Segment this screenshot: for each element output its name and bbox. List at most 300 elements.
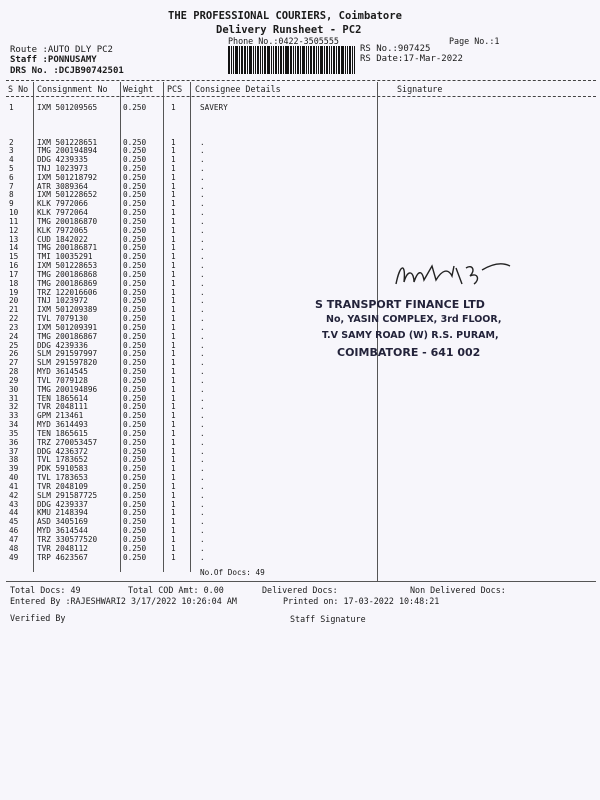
table-row <box>0 227 600 236</box>
row-weight: 0.250 <box>123 331 147 341</box>
row-weight: 0.250 <box>123 252 147 262</box>
row-consignee: . <box>200 305 205 315</box>
row-consignee: . <box>200 252 205 262</box>
table-row <box>0 104 600 113</box>
row-sno: 19 <box>9 287 19 297</box>
row-pcs: 1 <box>171 278 176 288</box>
row-consignment: TVL 7079128 <box>37 375 88 385</box>
row-sno: 40 <box>9 473 19 483</box>
row-weight: 0.250 <box>123 261 147 271</box>
row-consignee: . <box>200 437 205 447</box>
row-consignment: SLM 291587725 <box>37 490 98 500</box>
row-weight: 0.250 <box>123 278 147 288</box>
row-consignee: . <box>200 322 205 332</box>
row-sno: 31 <box>9 393 19 403</box>
printed-on: Printed on: 17-03-2022 10:48:21 <box>283 596 440 606</box>
row-consignee: . <box>200 269 205 279</box>
col-consignment: Consignment No <box>37 84 108 94</box>
row-pcs: 1 <box>171 137 176 147</box>
row-pcs: 1 <box>171 358 176 368</box>
row-consignment: TMG 200186869 <box>37 278 98 288</box>
row-pcs: 1 <box>171 243 176 253</box>
row-consignment: CUD 1842022 <box>37 234 88 244</box>
row-sno: 18 <box>9 278 19 288</box>
row-consignment: IXM 501228652 <box>37 190 98 200</box>
rs-date: RS Date:17-Mar-2022 <box>360 54 463 64</box>
row-consignment: DDG 4236372 <box>37 446 88 456</box>
row-sno: 42 <box>9 490 19 500</box>
row-pcs: 1 <box>171 411 176 421</box>
row-consignee: . <box>200 473 205 483</box>
table-row <box>0 156 600 165</box>
table-row <box>0 501 600 510</box>
row-sno: 35 <box>9 428 19 438</box>
row-sno: 2 <box>9 137 14 147</box>
header-bottom-rule <box>6 96 596 97</box>
no-of-docs: No.Of Docs: 49 <box>200 568 265 577</box>
row-consignment: TVR 2048111 <box>37 402 88 412</box>
row-sno: 12 <box>9 225 19 235</box>
row-weight: 0.250 <box>123 287 147 297</box>
stamp-line-1: S TRANSPORT FINANCE LTD <box>315 298 485 311</box>
row-consignment: TVL 1783652 <box>37 455 88 465</box>
row-consignee: . <box>200 181 205 191</box>
row-pcs: 1 <box>171 349 176 359</box>
row-consignment: TMG 200194896 <box>37 384 98 394</box>
row-pcs: 1 <box>171 464 176 474</box>
row-consignee: . <box>200 481 205 491</box>
row-pcs: 1 <box>171 287 176 297</box>
row-sno: 43 <box>9 499 19 509</box>
row-consignee: . <box>200 314 205 324</box>
row-consignee: . <box>200 296 205 306</box>
table-row <box>0 306 600 315</box>
row-sno: 3 <box>9 146 14 156</box>
table-row <box>0 421 600 430</box>
row-pcs: 1 <box>171 261 176 271</box>
row-weight: 0.250 <box>123 322 147 332</box>
row-pcs: 1 <box>171 428 176 438</box>
row-weight: 0.250 <box>123 464 147 474</box>
row-consignee: . <box>200 543 205 553</box>
row-pcs: 1 <box>171 340 176 350</box>
row-consignment: PDK 5910583 <box>37 464 88 474</box>
table-row <box>0 492 600 501</box>
table-row <box>0 218 600 227</box>
row-pcs: 1 <box>171 420 176 430</box>
row-consignee: . <box>200 490 205 500</box>
table-row <box>0 412 600 421</box>
row-consignee: . <box>200 216 205 226</box>
row-weight: 0.250 <box>123 225 147 235</box>
row-consignment: KLK 7972065 <box>37 225 88 235</box>
row-sno: 11 <box>9 216 19 226</box>
row-consignee: . <box>200 464 205 474</box>
row-consignee: . <box>200 384 205 394</box>
row-weight: 0.250 <box>123 199 147 209</box>
row-pcs: 1 <box>171 481 176 491</box>
row-consignee: . <box>200 534 205 544</box>
row-consignment: SLM 291597997 <box>37 349 98 359</box>
row-sno: 37 <box>9 446 19 456</box>
row-consignee: . <box>200 455 205 465</box>
row-consignee: . <box>200 172 205 182</box>
row-weight: 0.250 <box>123 393 147 403</box>
row-sno: 46 <box>9 526 19 536</box>
barcode <box>228 46 356 74</box>
row-pcs: 1 <box>171 534 176 544</box>
row-pcs: 1 <box>171 225 176 235</box>
row-consignment: DDG 4239336 <box>37 340 88 350</box>
table-row <box>0 368 600 377</box>
table-row <box>0 536 600 545</box>
row-pcs: 1 <box>171 208 176 218</box>
row-weight: 0.250 <box>123 437 147 447</box>
row-sno: 47 <box>9 534 19 544</box>
row-consignee: . <box>200 367 205 377</box>
row-consignment: TMI 10035291 <box>37 252 93 262</box>
row-weight: 0.250 <box>123 137 147 147</box>
row-consignee: . <box>200 393 205 403</box>
row-consignee: . <box>200 234 205 244</box>
entered-by: Entered By :RAJESHWARI2 3/17/2022 10:26:04 AM <box>10 596 237 606</box>
row-consignment: TMG 200186867 <box>37 331 98 341</box>
row-sno: 48 <box>9 543 19 553</box>
row-sno: 7 <box>9 181 14 191</box>
row-pcs: 1 <box>171 234 176 244</box>
header-top-rule <box>6 80 596 81</box>
row-pcs: 1 <box>171 508 176 518</box>
row-weight: 0.250 <box>123 181 147 191</box>
row-sno: 5 <box>9 163 14 173</box>
row-weight: 0.250 <box>123 455 147 465</box>
row-weight: 0.250 <box>123 163 147 173</box>
row-consignee: . <box>200 287 205 297</box>
row-consignment: TMG 200186868 <box>37 269 98 279</box>
row-sno: 30 <box>9 384 19 394</box>
row-pcs: 1 <box>171 314 176 324</box>
row-consignment: ATR 3089364 <box>37 181 88 191</box>
row-weight: 0.250 <box>123 375 147 385</box>
row-pcs: 1 <box>171 190 176 200</box>
row-weight: 0.250 <box>123 420 147 430</box>
verified-by: Verified By <box>10 613 66 623</box>
row-consignment: IXM 501209391 <box>37 322 98 332</box>
row-sno: 36 <box>9 437 19 447</box>
table-row <box>0 200 600 209</box>
row-consignee: . <box>200 517 205 527</box>
row-weight: 0.250 <box>123 411 147 421</box>
row-weight: 0.250 <box>123 543 147 553</box>
row-consignment: MYD 3614544 <box>37 526 88 536</box>
row-consignee: . <box>200 190 205 200</box>
row-consignment: TRZ 270053457 <box>37 437 98 447</box>
row-sno: 28 <box>9 367 19 377</box>
row-consignment: KLK 7972064 <box>37 208 88 218</box>
table-row <box>0 147 600 156</box>
row-weight: 0.250 <box>123 155 147 165</box>
row-consignee: . <box>200 278 205 288</box>
stamp-line-4: COIMBATORE - 641 002 <box>337 346 481 359</box>
table-row <box>0 174 600 183</box>
total-cod: Total COD Amt: 0.00 <box>128 585 224 595</box>
row-weight: 0.250 <box>123 172 147 182</box>
row-weight: 0.250 <box>123 473 147 483</box>
row-consignment: KMU 2148394 <box>37 508 88 518</box>
table-row <box>0 395 600 404</box>
row-weight: 0.250 <box>123 428 147 438</box>
row-pcs: 1 <box>171 446 176 456</box>
row-weight: 0.250 <box>123 269 147 279</box>
row-weight: 0.250 <box>123 305 147 315</box>
company-name: THE PROFESSIONAL COURIERS, Coimbatore <box>168 10 402 22</box>
row-pcs: 1 <box>171 296 176 306</box>
row-weight: 0.250 <box>123 208 147 218</box>
table-row <box>0 509 600 518</box>
row-consignment: TNJ 1023973 <box>37 163 88 173</box>
table-row <box>0 474 600 483</box>
phone-number: Phone No.:0422-3505555 <box>228 36 339 46</box>
row-consignment: MYD 3614493 <box>37 420 88 430</box>
row-consignment: IXM 501218792 <box>37 172 98 182</box>
row-weight: 0.250 <box>123 243 147 253</box>
col-weight: Weight <box>123 84 154 94</box>
table-row <box>0 191 600 200</box>
row-pcs: 1 <box>171 499 176 509</box>
row-sno: 6 <box>9 172 14 182</box>
row-sno: 44 <box>9 508 19 518</box>
row-pcs: 1 <box>171 552 176 562</box>
runsheet-title: Delivery Runsheet - PC2 <box>216 24 362 36</box>
row-pcs: 1 <box>171 322 176 332</box>
route-label: Route :AUTO DLY PC2 <box>10 45 113 55</box>
row-weight: 0.250 <box>123 534 147 544</box>
row-consignment: IXM 501209389 <box>37 305 98 315</box>
row-pcs: 1 <box>171 543 176 553</box>
row-consignment: GPM 213461 <box>37 411 84 421</box>
row-sno: 15 <box>9 252 19 262</box>
row-weight: 0.250 <box>123 402 147 412</box>
row-pcs: 1 <box>171 437 176 447</box>
row-sno: 32 <box>9 402 19 412</box>
row-consignee: . <box>200 508 205 518</box>
row-consignee: . <box>200 199 205 209</box>
row-consignee: . <box>200 163 205 173</box>
row-consignment: KLK 7972066 <box>37 199 88 209</box>
col-signature: Signature <box>397 84 443 94</box>
row-pcs: 1 <box>171 375 176 385</box>
row-consignee: . <box>200 243 205 253</box>
table-row <box>0 448 600 457</box>
row-consignment: TRP 4623567 <box>37 552 88 562</box>
drs-number: DRS No. :DCJB90742501 <box>10 66 124 76</box>
row-consignment: TRZ 122016606 <box>37 287 98 297</box>
row-sno: 39 <box>9 464 19 474</box>
table-row <box>0 333 600 342</box>
row-consignment: DDG 4239337 <box>37 499 88 509</box>
row-pcs: 1 <box>171 473 176 483</box>
row-consignment: TEN 1865614 <box>37 393 88 403</box>
row-sno: 27 <box>9 358 19 368</box>
row-weight: 0.250 <box>123 103 147 112</box>
row-consignment: TMG 200186870 <box>37 216 98 226</box>
stamp-line-3: T.V SAMY ROAD (W) R.S. PURAM, <box>322 330 499 341</box>
row-sno: 26 <box>9 349 19 359</box>
row-pcs: 1 <box>171 331 176 341</box>
row-consignment: TVL 7079130 <box>37 314 88 324</box>
row-pcs: 1 <box>171 155 176 165</box>
row-sno: 4 <box>9 155 14 165</box>
row-consignment: DDG 4239335 <box>37 155 88 165</box>
row-weight: 0.250 <box>123 384 147 394</box>
row-consignee: . <box>200 137 205 147</box>
table-row <box>0 518 600 527</box>
row-weight: 0.250 <box>123 349 147 359</box>
table-row <box>0 545 600 554</box>
non-delivered-docs: Non Delivered Docs: <box>410 585 506 595</box>
row-sno: 25 <box>9 340 19 350</box>
row-sno: 22 <box>9 314 19 324</box>
row-consignment: IXM 501228651 <box>37 137 98 147</box>
row-pcs: 1 <box>171 402 176 412</box>
row-pcs: 1 <box>171 384 176 394</box>
table-row <box>0 465 600 474</box>
row-consignee: . <box>200 331 205 341</box>
table-row <box>0 554 600 563</box>
row-pcs: 1 <box>171 199 176 209</box>
row-weight: 0.250 <box>123 190 147 200</box>
col-sno: S No <box>8 84 29 94</box>
row-sno: 17 <box>9 269 19 279</box>
row-consignment: TVL 1783653 <box>37 473 88 483</box>
row-sno: 1 <box>9 103 14 112</box>
row-weight: 0.250 <box>123 234 147 244</box>
row-sno: 8 <box>9 190 14 200</box>
row-consignment: TMG 200186871 <box>37 243 98 253</box>
row-weight: 0.250 <box>123 367 147 377</box>
row-weight: 0.250 <box>123 446 147 456</box>
col-pcs: PCS <box>167 84 183 94</box>
row-weight: 0.250 <box>123 490 147 500</box>
row-consignee: . <box>200 499 205 509</box>
row-pcs: 1 <box>171 393 176 403</box>
row-pcs: 1 <box>171 269 176 279</box>
row-weight: 0.250 <box>123 314 147 324</box>
row-sno: 38 <box>9 455 19 465</box>
table-row <box>0 359 600 368</box>
row-consignee: . <box>200 411 205 421</box>
row-consignee: . <box>200 208 205 218</box>
row-pcs: 1 <box>171 490 176 500</box>
row-weight: 0.250 <box>123 552 147 562</box>
row-weight: 0.250 <box>123 340 147 350</box>
row-weight: 0.250 <box>123 358 147 368</box>
row-sno: 23 <box>9 322 19 332</box>
row-sno: 13 <box>9 234 19 244</box>
row-weight: 0.250 <box>123 146 147 156</box>
row-pcs: 1 <box>171 163 176 173</box>
staff-label: Staff :PONNUSAMY <box>10 55 97 65</box>
rs-number: RS No.:907425 <box>360 44 431 54</box>
row-consignment: TVR 2048112 <box>37 543 88 553</box>
row-consignee: . <box>200 146 205 156</box>
row-consignee: . <box>200 349 205 359</box>
row-sno: 24 <box>9 331 19 341</box>
row-pcs: 1 <box>171 252 176 262</box>
table-row <box>0 439 600 448</box>
row-consignment: IXM 501228653 <box>37 261 98 271</box>
row-consignee: . <box>200 225 205 235</box>
footer-rule <box>6 581 596 582</box>
col-consignee: Consignee Details <box>195 84 281 94</box>
row-consignee: . <box>200 375 205 385</box>
row-consignee: . <box>200 402 205 412</box>
row-sno: 14 <box>9 243 19 253</box>
stamp-line-2: No, YASIN COMPLEX, 3rd FLOOR, <box>326 314 502 325</box>
row-consignment: SLM 291597820 <box>37 358 98 368</box>
row-pcs: 1 <box>171 216 176 226</box>
row-sno: 33 <box>9 411 19 421</box>
row-weight: 0.250 <box>123 508 147 518</box>
row-sno: 45 <box>9 517 19 527</box>
row-sno: 29 <box>9 375 19 385</box>
total-docs: Total Docs: 49 <box>10 585 81 595</box>
row-pcs: 1 <box>171 103 176 112</box>
row-consignment: ASD 3405169 <box>37 517 88 527</box>
row-consignee: . <box>200 552 205 562</box>
table-row <box>0 403 600 412</box>
page-number: Page No.:1 <box>449 36 500 46</box>
row-pcs: 1 <box>171 455 176 465</box>
row-consignee: . <box>200 155 205 165</box>
row-sno: 20 <box>9 296 19 306</box>
row-pcs: 1 <box>171 526 176 536</box>
row-sno: 21 <box>9 305 19 315</box>
row-consignment: IXM 501209565 <box>37 103 98 112</box>
row-consignee: SAVERY <box>200 103 228 112</box>
row-consignee: . <box>200 261 205 271</box>
row-consignee: . <box>200 340 205 350</box>
table-row <box>0 386 600 395</box>
delivered-docs: Delivered Docs: <box>262 585 338 595</box>
row-consignment: TRZ 330577520 <box>37 534 98 544</box>
row-pcs: 1 <box>171 305 176 315</box>
row-sno: 16 <box>9 261 19 271</box>
row-consignment: TNJ 1023972 <box>37 296 88 306</box>
row-consignee: . <box>200 446 205 456</box>
handwritten-signature <box>392 258 512 292</box>
row-consignment: TVR 2048109 <box>37 481 88 491</box>
row-sno: 9 <box>9 199 14 209</box>
table-row <box>0 456 600 465</box>
row-pcs: 1 <box>171 172 176 182</box>
row-consignee: . <box>200 358 205 368</box>
row-consignment: MYD 3614545 <box>37 367 88 377</box>
row-consignee: . <box>200 428 205 438</box>
row-weight: 0.250 <box>123 517 147 527</box>
row-sno: 49 <box>9 552 19 562</box>
row-consignment: TEN 1865615 <box>37 428 88 438</box>
row-sno: 34 <box>9 420 19 430</box>
row-sno: 10 <box>9 208 19 218</box>
row-pcs: 1 <box>171 517 176 527</box>
staff-signature-label: Staff Signature <box>290 614 366 624</box>
row-sno: 41 <box>9 481 19 491</box>
row-pcs: 1 <box>171 181 176 191</box>
row-weight: 0.250 <box>123 526 147 536</box>
row-weight: 0.250 <box>123 499 147 509</box>
row-consignment: TMG 200194894 <box>37 146 98 156</box>
